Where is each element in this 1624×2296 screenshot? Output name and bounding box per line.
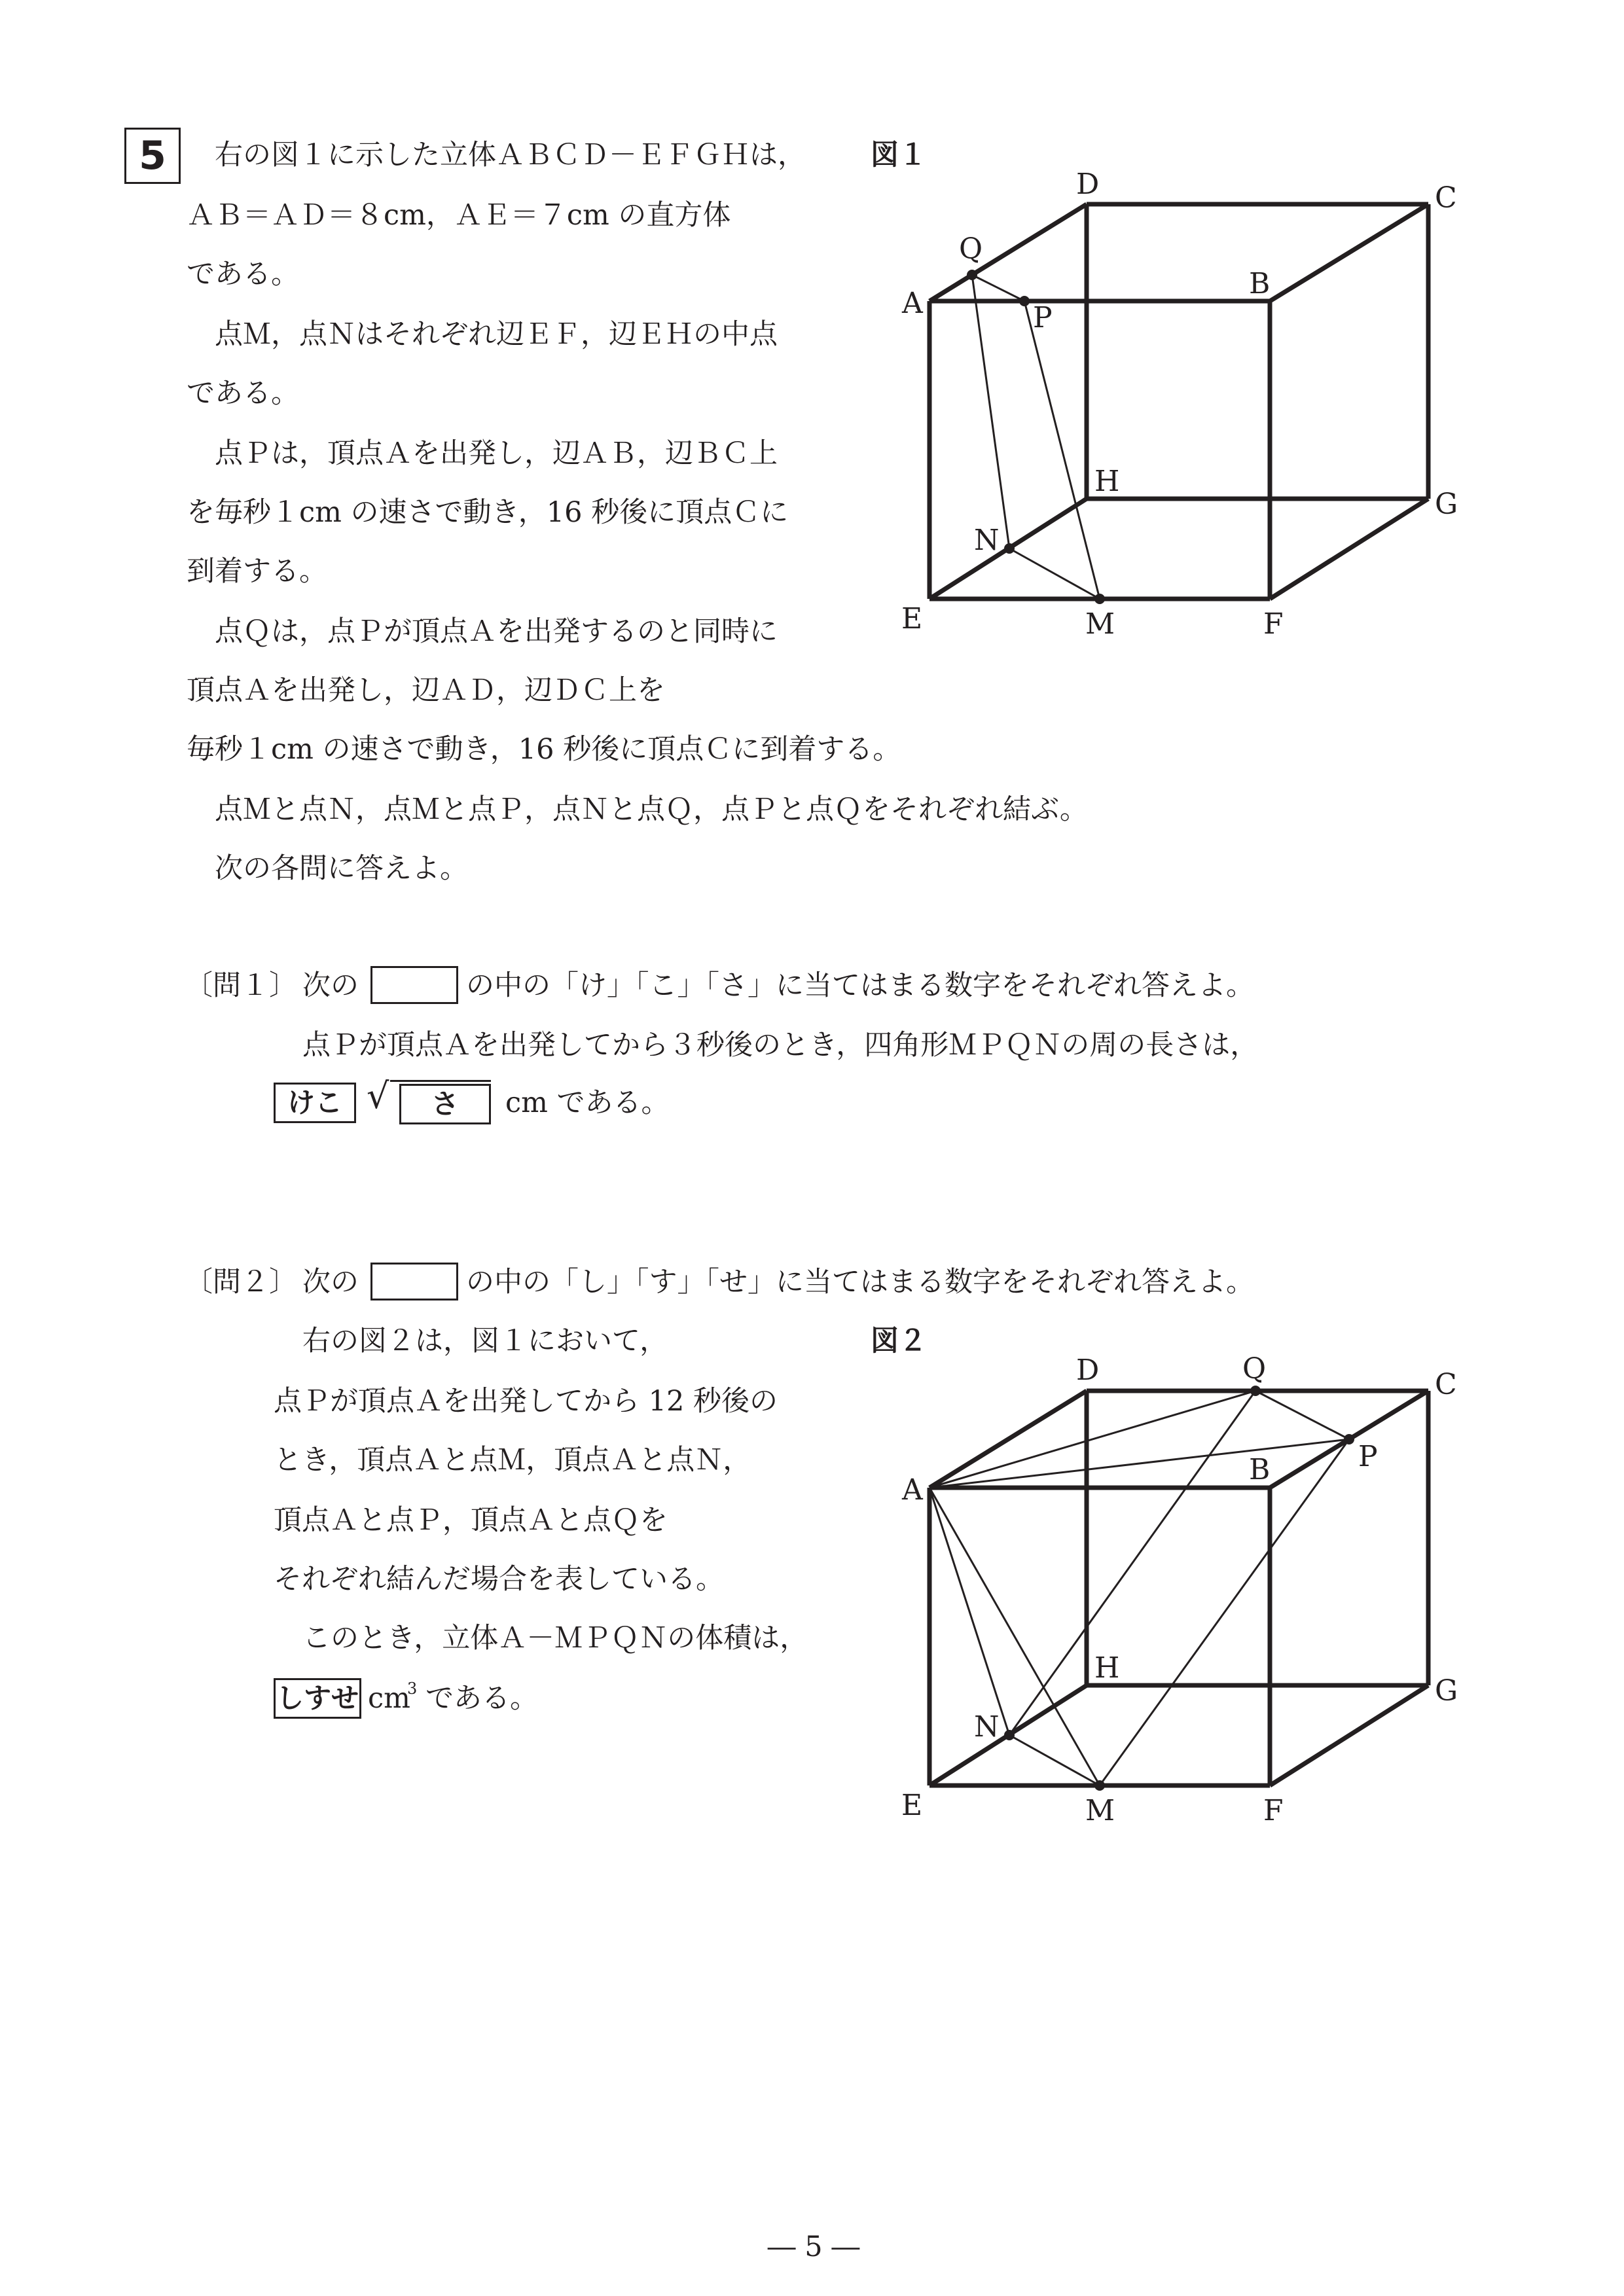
problem-line-9: 点Ｑは，点Ｐが頂点Ａを出発するのと同時に	[215, 615, 778, 648]
problem-line-2: ＡＢ＝ＡＤ＝８cm，ＡＥ＝７cm の直方体	[187, 199, 731, 232]
problem-line-3: である。	[187, 258, 299, 291]
label-B: B	[1249, 267, 1271, 300]
problem-line-13: 次の各問に答えよ。	[215, 852, 468, 885]
q1-sqrt-sign: √	[367, 1075, 389, 1117]
q2-unit: cm	[368, 1682, 410, 1715]
q2-tag: 〔問２〕	[185, 1266, 297, 1299]
point-N	[1004, 1730, 1015, 1740]
edge-FG	[1270, 1685, 1428, 1785]
label-F: F	[1263, 607, 1284, 641]
label-G: G	[1435, 1674, 1458, 1708]
label-B: B	[1249, 1453, 1271, 1486]
q2-prefix: 次の	[302, 1266, 359, 1299]
q2-line-4: 頂点Ａと点Ｐ，頂点Ａと点Ｑを	[274, 1504, 668, 1537]
q1-end: cm である。	[505, 1086, 670, 1119]
problem-line-4: 点Ｍ，点Ｎはそれぞれ辺ＥＦ，辺ＥＨの中点	[215, 318, 778, 351]
problem-line-6: 点Ｐは，頂点Ａを出発し，辺ＡＢ，辺ＢＣ上	[215, 437, 778, 470]
problem-line-7: を毎秒１cm の速さで動き，16 秒後に頂点Ｃに	[187, 496, 789, 529]
problem-line-12: 点Ｍと点Ｎ，点Ｍと点Ｐ，点Ｎと点Ｑ，点Ｐと点Ｑをそれぞれ結ぶ。	[215, 793, 1088, 826]
label-Q: Q	[959, 232, 983, 266]
label-D: D	[1076, 1354, 1100, 1387]
segment-AM	[929, 1488, 1100, 1785]
q2-answer-box-shisuse[interactable]: しすせ	[274, 1678, 361, 1719]
label-N: N	[974, 524, 1000, 557]
label-A: A	[902, 1473, 923, 1507]
segment-AQ	[929, 1391, 1255, 1488]
label-E: E	[901, 1789, 923, 1822]
q1-tag: 〔問１〕	[185, 969, 297, 1002]
q2-line-5: それぞれ結んだ場合を表している。	[274, 1563, 724, 1596]
figure1-title: 図１	[871, 139, 927, 171]
label-G: G	[1435, 488, 1458, 521]
problem-line-10: 頂点Ａを出発し，辺ＡＤ，辺ＤＣ上を	[187, 674, 665, 707]
label-H: H	[1094, 1651, 1120, 1685]
q1-answer-box-kekko[interactable]: けこ	[274, 1083, 356, 1123]
point-P	[1344, 1434, 1354, 1444]
label-M: M	[1085, 607, 1115, 641]
label-D: D	[1076, 168, 1100, 201]
point-Q	[1250, 1386, 1261, 1396]
label-Q: Q	[1242, 1352, 1267, 1386]
segment-AN	[929, 1488, 1009, 1735]
label-E: E	[901, 602, 923, 636]
segment-QP	[1255, 1391, 1349, 1439]
q2-line-3: とき，頂点Ａと点Ｍ，頂点Ａと点Ｎ，	[274, 1444, 751, 1477]
page-number: ― 5 ―	[767, 2231, 860, 2263]
figure2-title: 図２	[871, 1325, 927, 1357]
q1-body: 点Ｐが頂点Ａを出発してから３秒後のとき，四角形ＭＰＱＮの周の長さは，	[302, 1029, 1259, 1062]
label-A: A	[902, 287, 923, 320]
q1-prefix: 次の	[302, 969, 359, 1002]
problem-line-1: 右の図１に示した立体ＡＢＣＤ－ＥＦＧＨは，	[215, 139, 806, 171]
q1-suffix: の中の「け」「こ」「さ」に当てはまる数字をそれぞれ答えよ。	[466, 969, 1254, 1002]
label-C: C	[1435, 181, 1457, 215]
q1-answer-box-sa[interactable]: さ	[399, 1084, 491, 1124]
q2-suffix: の中の「し」「す」「せ」に当てはまる数字をそれぞれ答えよ。	[466, 1266, 1254, 1299]
problem-line-8: 到着する。	[187, 555, 327, 588]
label-M: M	[1085, 1794, 1115, 1827]
problem-line-11: 毎秒１cm の速さで動き，16 秒後に頂点Ｃに到着する。	[187, 733, 901, 766]
point-M	[1094, 1780, 1105, 1791]
q2-end: である。	[425, 1682, 538, 1715]
label-P: P	[1358, 1440, 1378, 1473]
label-H: H	[1094, 465, 1120, 498]
problem-line-5: である。	[187, 377, 299, 410]
q2-line-6: このとき，立体Ａ－ＭＰＱＮの体積は，	[302, 1622, 808, 1655]
problem-number: 5	[124, 128, 181, 184]
segment-PM	[1100, 1439, 1349, 1785]
q2-line-1: 右の図２は，図１において，	[302, 1325, 668, 1357]
label-F: F	[1263, 1794, 1284, 1827]
label-C: C	[1435, 1368, 1457, 1401]
q2-unit-sup: 3	[407, 1679, 418, 1698]
label-P: P	[1033, 301, 1053, 334]
label-N: N	[974, 1710, 1000, 1744]
q2-line-2: 点Ｐが頂点Ａを出発してから 12 秒後の	[274, 1385, 778, 1418]
